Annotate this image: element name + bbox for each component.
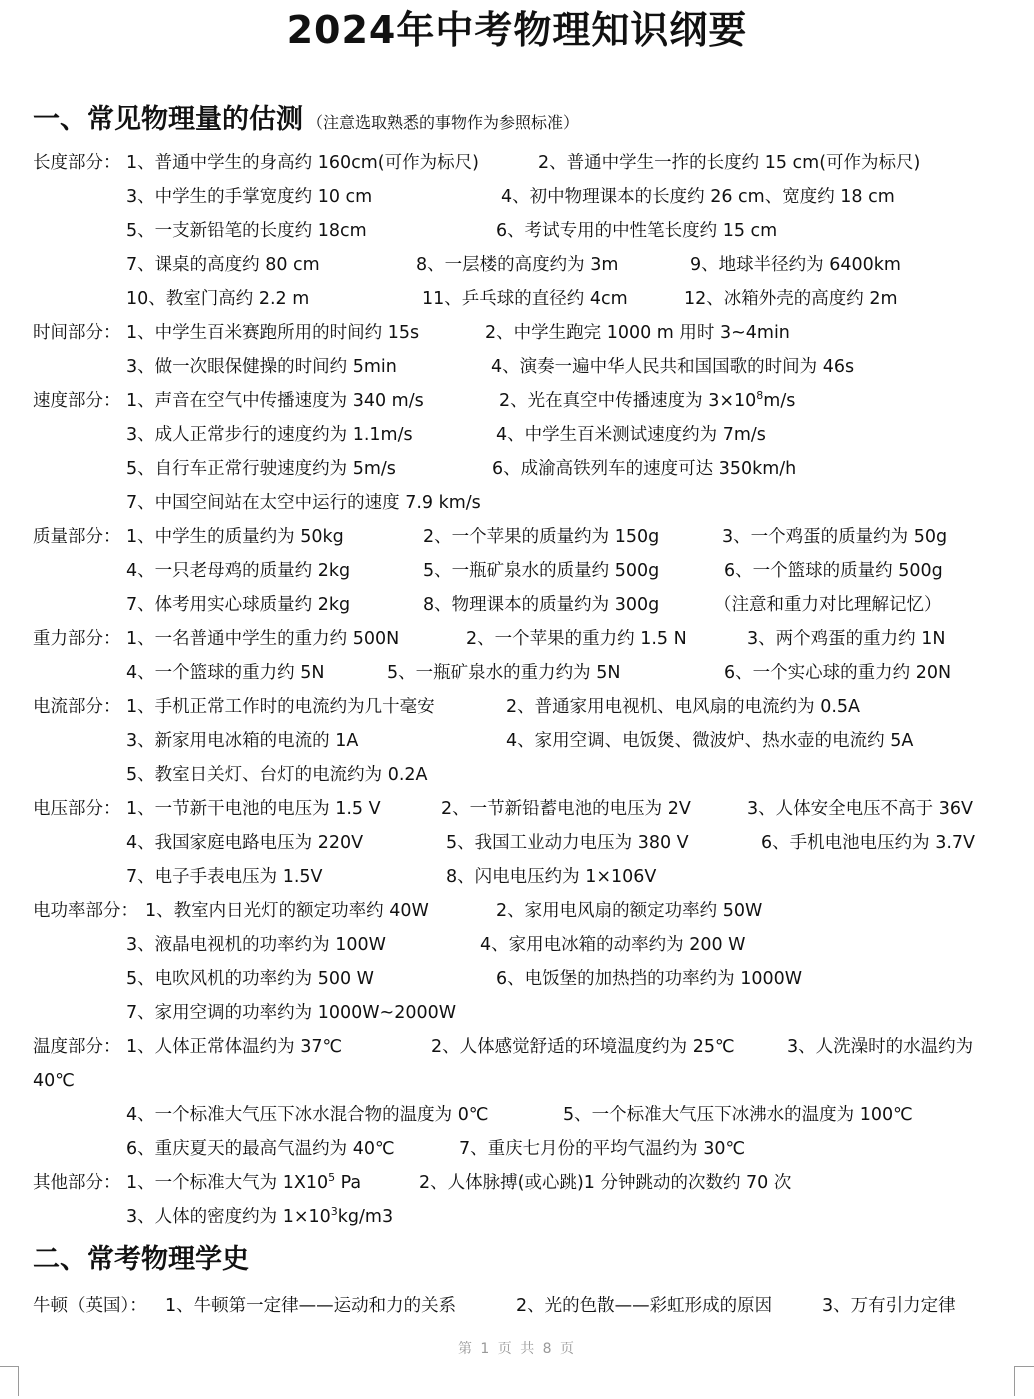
list-item: 11、乒乓球的直径约 4cm <box>422 289 628 309</box>
list-item: 5、电吹风机的功率约为 500 W <box>126 969 374 989</box>
list-item: 3、新家用电冰箱的电流的 1A <box>126 731 359 751</box>
section-heading-estimation <box>33 100 579 140</box>
list-item: 6、一个实心球的重力约 20N <box>724 663 952 683</box>
list-item-unit: kg/m3 <box>337 1207 394 1227</box>
text-line <box>0 1132 1034 1166</box>
list-item: 1、人体正常体温约为 37℃ <box>126 1037 343 1057</box>
text-line <box>0 282 1034 316</box>
list-item: 4、我国家庭电路电压为 220V <box>126 833 364 853</box>
list-item: 1、普通中学生的身高约 160cm(可作为标尺) <box>126 153 479 173</box>
list-item: 3、万有引力定律 <box>822 1296 956 1316</box>
list-item: 2、一节新铅蓄电池的电压为 2V <box>441 799 691 819</box>
list-item: 3、人体安全电压不高于 36V <box>747 799 973 819</box>
text-line <box>0 792 1034 826</box>
text-line <box>0 758 1034 792</box>
text-line <box>0 656 1034 690</box>
list-item: 3、做一次眼保健操的时间约 5min <box>126 357 397 377</box>
category-label: 时间部分： <box>33 323 121 343</box>
category-label: 其他部分： <box>33 1173 121 1193</box>
list-item: 10、教室门高约 2.2 m <box>126 289 310 309</box>
text-line <box>0 690 1034 724</box>
list-item: 2、一个苹果的重力约 1.5 N <box>466 629 687 649</box>
list-item: 8、物理课本的质量约为 300g <box>423 595 660 615</box>
list-item: 5、我国工业动力电压为 380 V <box>446 833 689 853</box>
category-label: 速度部分： <box>33 391 121 411</box>
text-line <box>0 1200 1034 1234</box>
text-line <box>0 146 1034 180</box>
text-line <box>0 418 1034 452</box>
text-line <box>0 724 1034 758</box>
list-item: 7、体考用实心球质量约 2kg <box>126 595 351 615</box>
list-item <box>126 1200 393 1234</box>
list-item: 4、演奏一遍中华人民共和国国歌的时间为 46s <box>491 357 855 377</box>
section-heading-text: 一、常见物理量的估测 <box>33 104 303 135</box>
list-item: 9、地球半径约为 6400km <box>690 255 901 275</box>
superscript: 5 <box>328 1171 336 1184</box>
text-line <box>0 894 1034 928</box>
text-line <box>0 486 1034 520</box>
list-item: 4、一个标准大气压下冰水混合物的温度为 0℃ <box>126 1105 489 1125</box>
crop-mark <box>0 1366 18 1367</box>
list-item <box>499 384 795 418</box>
text-line <box>0 1098 1034 1132</box>
category-label: 长度部分： <box>33 153 121 173</box>
list-item-unit: m/s <box>763 391 796 411</box>
text-line <box>0 1166 1034 1200</box>
list-item: 4、家用空调、电饭煲、微波炉、热水壶的电流约 5A <box>506 731 914 751</box>
text-line <box>0 588 1034 622</box>
list-item: 2、人体感觉舒适的环境温度约为 25℃ <box>431 1037 735 1057</box>
category-label: 重力部分： <box>33 629 121 649</box>
document-title: 2024年中考物理知识纲要 <box>286 8 748 52</box>
list-item: 1、中学生的质量约为 50kg <box>126 527 344 547</box>
list-item: 1、一名普通中学生的重力约 500N <box>126 629 400 649</box>
text-line <box>0 928 1034 962</box>
list-item-continuation: 40℃ <box>33 1071 75 1091</box>
text-line <box>0 316 1034 350</box>
list-item: 5、教室日关灯、台灯的电流约为 0.2A <box>126 765 428 785</box>
list-item: 2、人体脉搏(或心跳)1 分钟跳动的次数约 70 次 <box>419 1173 792 1193</box>
list-item: 2、光的色散——彩虹形成的原因 <box>516 1296 773 1316</box>
text-line <box>0 248 1034 282</box>
text-line <box>0 962 1034 996</box>
list-item: 1、一节新干电池的电压为 1.5 V <box>126 799 381 819</box>
note-text: （注意和重力对比理解记忆） <box>714 595 942 615</box>
list-item: 5、自行车正常行驶速度约为 5m/s <box>126 459 396 479</box>
text-line <box>0 1289 1034 1323</box>
list-item: 5、一瓶矿泉水的重力约为 5N <box>387 663 621 683</box>
category-label: 电流部分： <box>33 697 121 717</box>
list-item: 7、课桌的高度约 80 cm <box>126 255 320 275</box>
section-note: （注意选取熟悉的事物作为参照标准） <box>307 113 580 132</box>
superscript: 3 <box>330 1205 338 1218</box>
list-item: 4、初中物理课本的长度约 26 cm、宽度约 18 cm <box>501 187 895 207</box>
text-line <box>0 214 1034 248</box>
list-item: 2、家用电风扇的额定功率约 50W <box>496 901 763 921</box>
text-line <box>0 350 1034 384</box>
list-item: 7、电子手表电压为 1.5V <box>126 867 323 887</box>
text-line <box>0 996 1034 1030</box>
list-item: 3、人洗澡时的水温约为 <box>787 1037 974 1057</box>
list-item: 8、一层楼的高度约为 3m <box>416 255 619 275</box>
list-item: 7、家用空调的功率约为 1000W~2000W <box>126 1003 457 1023</box>
list-item: 5、一支新铅笔的长度约 18cm <box>126 221 367 241</box>
page-footer: 第 1 页 共 8 页 <box>457 1341 577 1357</box>
text-line <box>0 520 1034 554</box>
crop-mark <box>18 1366 19 1396</box>
list-item: 3、中学生的手掌宽度约 10 cm <box>126 187 373 207</box>
text-line <box>0 1030 1034 1064</box>
text-line <box>0 860 1034 894</box>
list-item: 1、牛顿第一定律——运动和力的关系 <box>165 1296 457 1316</box>
list-item: 2、中学生跑完 1000 m 用时 3~4min <box>485 323 790 343</box>
list-item: 5、一个标准大气压下冰沸水的温度为 100℃ <box>563 1105 913 1125</box>
list-item: 4、一只老母鸡的质量约 2kg <box>126 561 351 581</box>
list-item: 1、声音在空气中传播速度为 340 m/s <box>126 391 424 411</box>
list-item: 6、手机电池电压约为 3.7V <box>761 833 975 853</box>
list-item: 2、普通家用电视机、电风扇的电流约为 0.5A <box>506 697 860 717</box>
list-item: 3、两个鸡蛋的重力约 1N <box>747 629 946 649</box>
list-item: 4、中学生百米测试速度约为 7m/s <box>496 425 766 445</box>
list-item: 1、教室内日光灯的额定功率约 40W <box>145 901 429 921</box>
list-item: 1、手机正常工作时的电流约为几十毫安 <box>126 697 435 717</box>
list-item: 8、闪电电压约为 1×106V <box>446 867 657 887</box>
text-line <box>0 1064 1034 1098</box>
list-item: 7、中国空间站在太空中运行的速度 7.9 km/s <box>126 493 481 513</box>
list-item: 2、普通中学生一拃的长度约 15 cm(可作为标尺) <box>538 153 921 173</box>
section-heading-history <box>33 1240 249 1280</box>
list-item-text: 2、光在真空中传播速度为 3×10 <box>499 391 757 411</box>
list-item-text: 3、人体的密度约为 1×10 <box>126 1207 331 1227</box>
text-line <box>0 554 1034 588</box>
category-label: 电功率部分： <box>33 901 138 921</box>
list-item: 3、成人正常步行的速度约为 1.1m/s <box>126 425 413 445</box>
list-item: 6、重庆夏天的最高气温约为 40℃ <box>126 1139 395 1159</box>
section-heading-text: 二、常考物理学史 <box>33 1244 249 1275</box>
category-label: 质量部分： <box>33 527 121 547</box>
list-item: 3、液晶电视机的功率约为 100W <box>126 935 386 955</box>
list-item: 6、电饭堡的加热挡的功率约为 1000W <box>496 969 803 989</box>
category-label: 牛顿（英国）： <box>33 1296 147 1316</box>
text-line <box>0 622 1034 656</box>
list-item: 7、重庆七月份的平均气温约为 30℃ <box>459 1139 746 1159</box>
list-item: 6、成渝高铁列车的速度可达 350km/h <box>492 459 797 479</box>
crop-mark <box>1015 1366 1034 1367</box>
text-line <box>0 826 1034 860</box>
list-item: 6、考试专用的中性笔长度约 15 cm <box>496 221 778 241</box>
category-label: 电压部分： <box>33 799 121 819</box>
list-item: 4、一个篮球的重力约 5N <box>126 663 325 683</box>
list-item: 2、一个苹果的质量约为 150g <box>423 527 660 547</box>
list-item: 6、一个篮球的质量约 500g <box>724 561 943 581</box>
superscript: 8 <box>756 389 764 402</box>
text-line <box>0 180 1034 214</box>
list-item <box>126 1166 361 1200</box>
crop-mark <box>1014 1366 1015 1396</box>
category-label: 温度部分： <box>33 1037 121 1057</box>
text-line <box>0 452 1034 486</box>
list-item: 12、冰箱外壳的高度约 2m <box>684 289 898 309</box>
list-item-text: 1、一个标准大气为 1X10 <box>126 1173 329 1193</box>
list-item: 5、一瓶矿泉水的质量约 500g <box>423 561 660 581</box>
list-item: 4、家用电冰箱的动率约为 200 W <box>480 935 746 955</box>
list-item: 1、中学生百米赛跑所用的时间约 15s <box>126 323 420 343</box>
text-line <box>0 384 1034 418</box>
list-item: 3、一个鸡蛋的质量约为 50g <box>722 527 948 547</box>
list-item-unit: Pa <box>335 1173 362 1193</box>
